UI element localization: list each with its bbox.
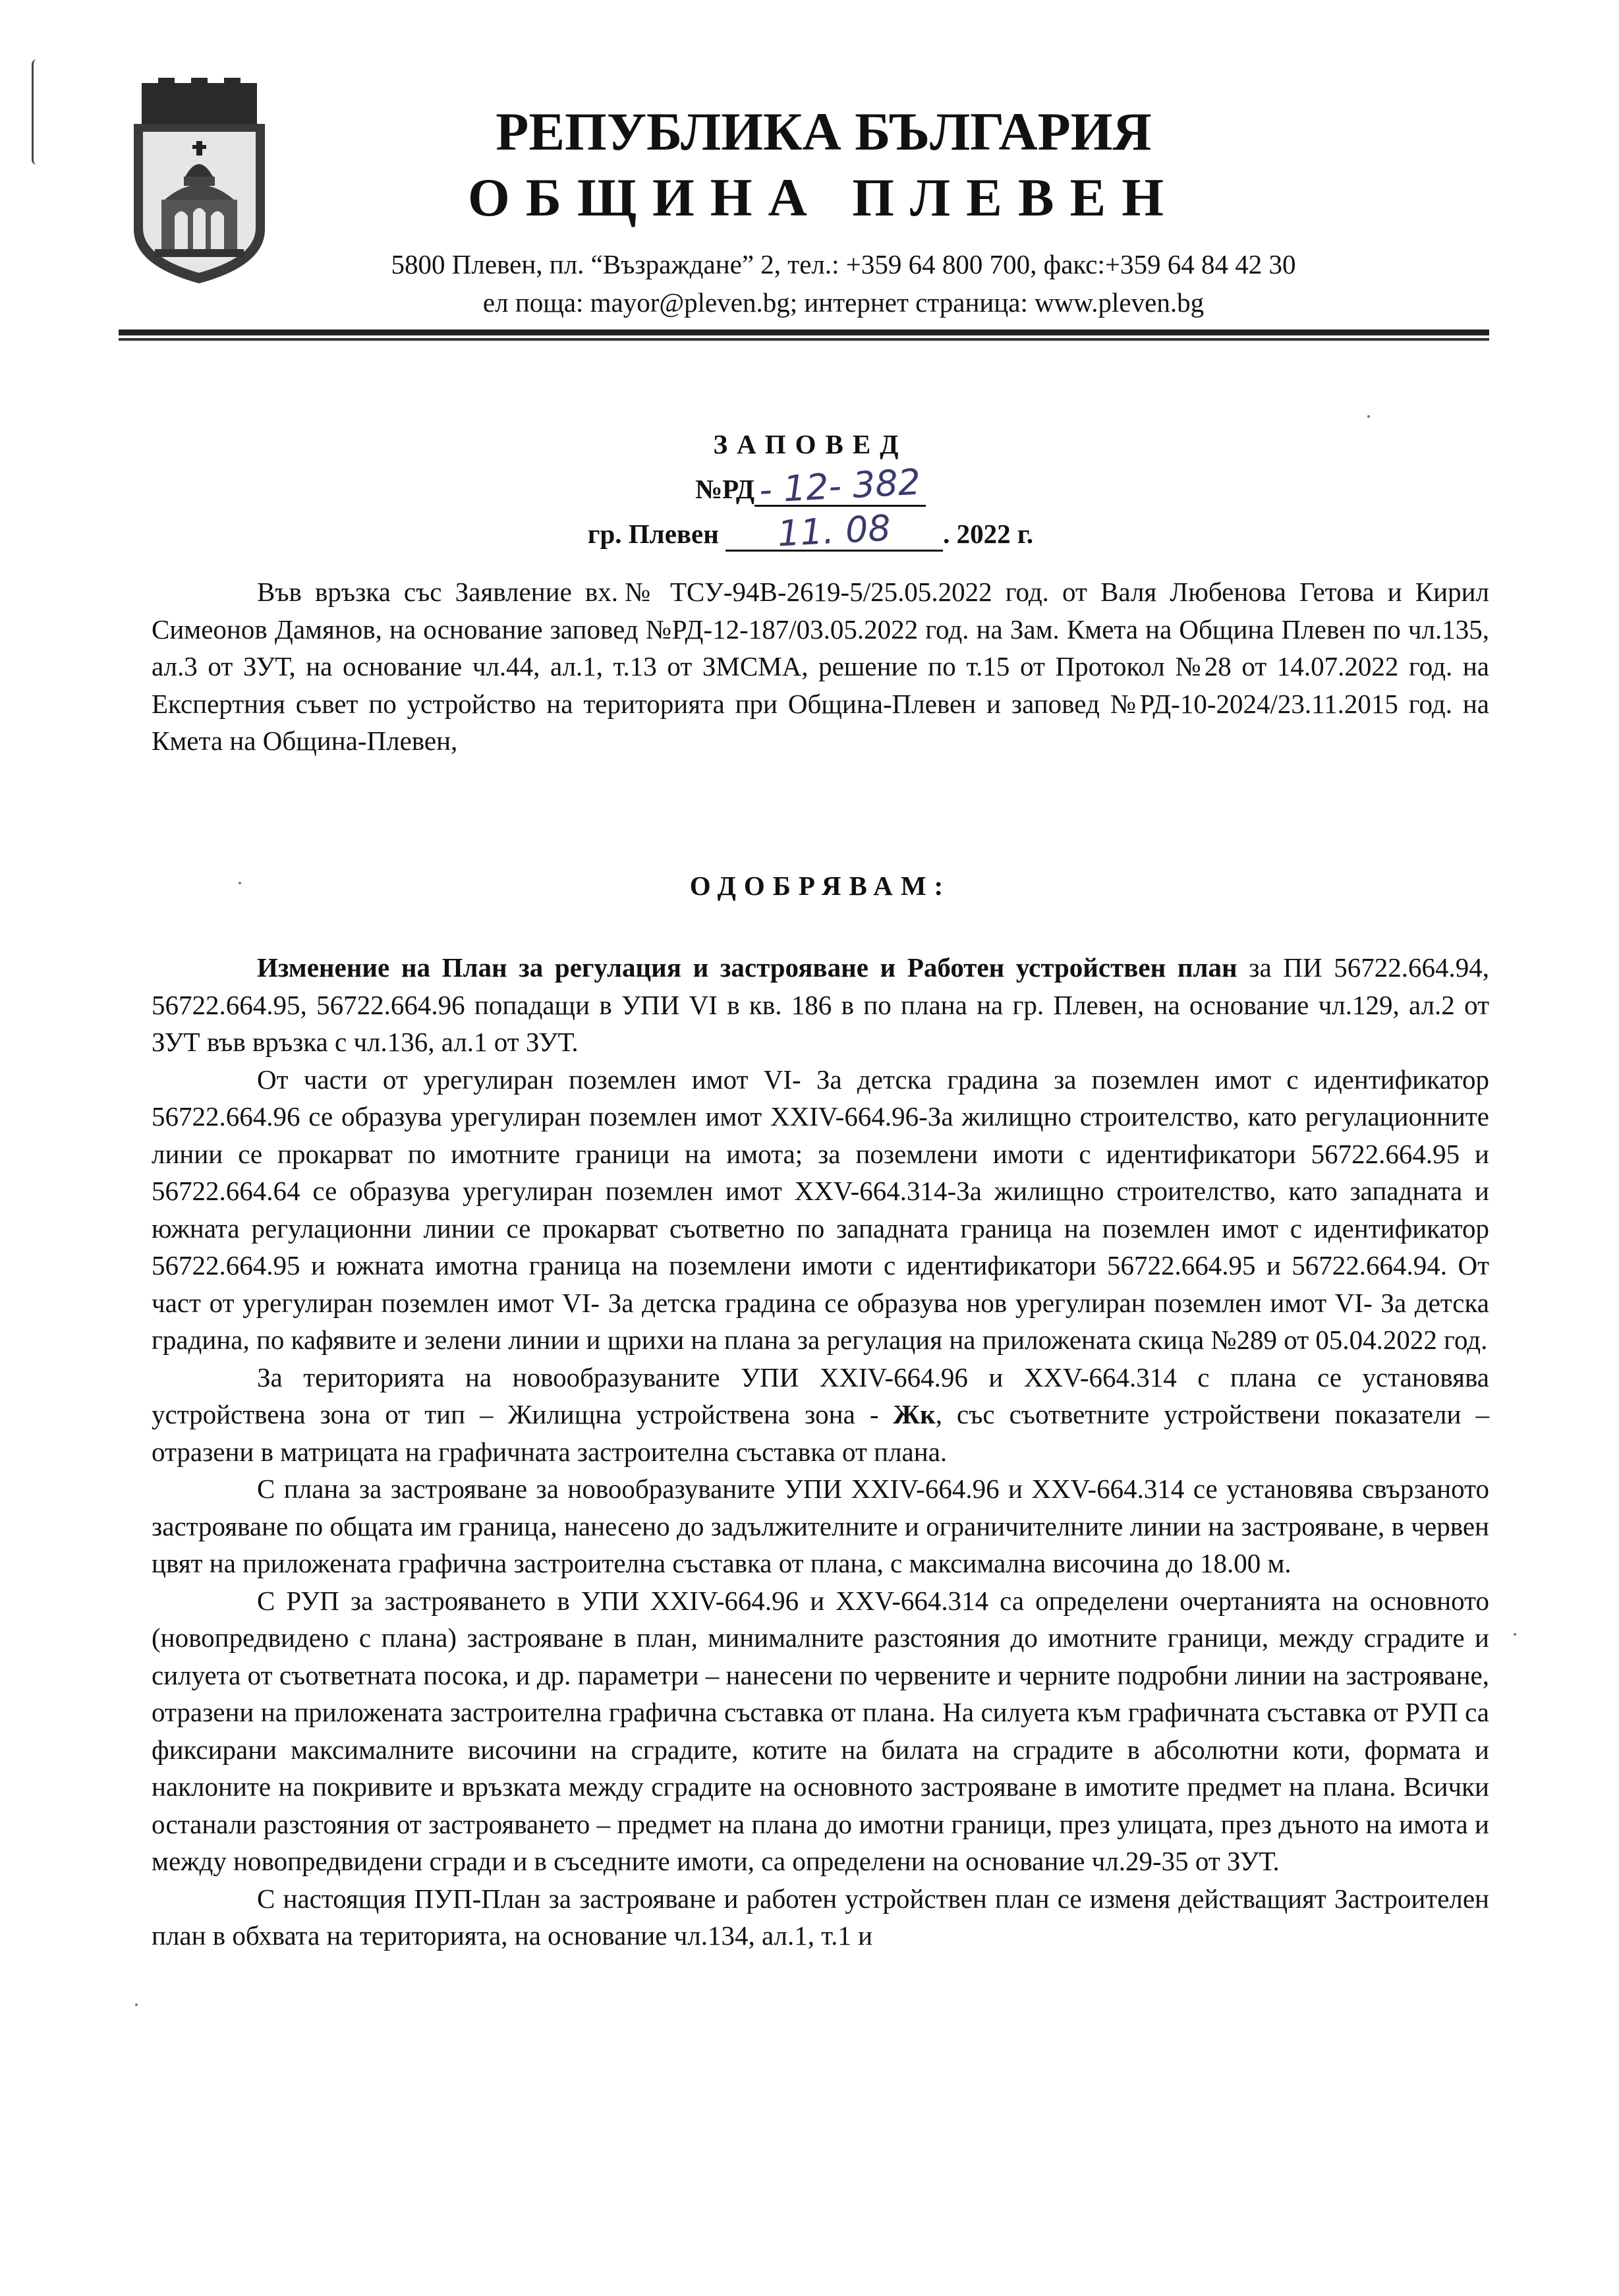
order-heading (527, 422, 1094, 556)
approve-heading: ОДОБРЯВАМ: (689, 871, 952, 901)
paragraph-1-bold: Изменение на План за регулация и застрояване и Работен устройствен план (257, 952, 1237, 983)
contact-address: 5800 Плевен, пл. “Възраждане” 2, тел.: +359 64 800 700, факс:+359 64 84 42 30 (391, 249, 1296, 279)
order-date-line (527, 507, 1094, 556)
paragraph-1-text: за ПИ 56722.664.94, 56722.664.95, 56722.664.96 попадащи в УПИ VI в кв. 186 в по плана на гр. Плевен, на основание чл.129, ал.2 от ЗУТ във връзка с чл.136, ал.1 от ЗУТ. (152, 952, 1489, 1057)
pleven-coat-of-arms-icon (128, 78, 270, 285)
scan-speck (135, 2003, 138, 2006)
contact-block (283, 245, 1404, 322)
municipality-title (461, 99, 1186, 231)
order-number-line (527, 461, 1094, 511)
binder-hole-mark (32, 59, 42, 165)
paragraph-2: От части от урегулиран поземлен имот VI- За детска градина за поземлен имот с идентификатор 56722.664.96 се образува урегулиран поземлен имот XXIV-664.96-За жилищно строителство, като регулационните линии се прокарват по имотните граници на имота; за поземлени имоти с идентификатори 56722.664.95 и 56722.664.64 се образува урегулиран поземлен имот XXV-664.314-За жилищно строителство, като западната и южната регулационни линии се прокарват съответно по западната граница на поземлен имот с идентификатор 56722.664.95 и южната имотна граница на поземлени имоти с идентификатори 56722.664.95 и 56722.664.94. От част от урегулиран поземлен имот VI- За детска градина се образува нов урегулиран поземлен имот VI- За детска градина, по кафявите и зелени линии и щрихи на плана за регулация на приложената скица №289 от 05.04.2022 год. (152, 1064, 1489, 1355)
header-divider-thin (119, 338, 1489, 341)
scan-speck (1367, 415, 1370, 418)
paragraph-3-text-b: , със съответните устройствени показатели – отразени в матрицата на графичната застроителна съставка от плана. (152, 1399, 1489, 1467)
contact-email-web: ел поща: mayor@pleven.bg; интернет страница: www.pleven.bg (482, 287, 1205, 318)
order-number-handwritten: - 12- 382 (758, 461, 923, 511)
order-place: гр. Плевен (587, 519, 719, 549)
scan-speck (1514, 1633, 1516, 1636)
title-republic: РЕПУБЛИКА БЪЛГАРИЯ (496, 101, 1152, 161)
intro-section (152, 573, 1489, 760)
paragraph-4: С плана за застрояване за новообразуваните УПИ XXIV-664.96 и XXV-664.314 се установява свързаното застрояване по общата им граница, нанесено до задължителните и ограничителните линии на застрояване, в червен цвят на приложената графична застроителна съставка от плана, с максимална височина до 18.00 м. (152, 1474, 1489, 1578)
paragraph-6: С настоящия ПУП-План за застрояване и работен устройствен план се изменя действащият Застроителен план в обхвата на територията, на основание чл.134, ал.1, т.1 и (152, 1883, 1489, 1951)
intro-paragraph: Във връзка със Заявление вх.№ ТСУ-94В-2619-5/25.05.2022 год. от Валя Любенова Гетова и Кирил Симеонов Дамянов, на основание заповед №РД-12-187/03.05.2022 год. на Зам. Кмета на Община Плевен по чл.135, ал.3 от ЗУТ, на основание чл.44, ал.1, т.13 от ЗМСМА, решение по т.15 от Протокол №28 от 14.07.2022 год. на Експертния съвет по устройство на територията при Община-Плевен и заповед №РД-10-2024/23.11.2015 год. на Кмета на Община-Плевен, (152, 577, 1489, 756)
title-municipality: ОБЩИНА ПЛЕВЕН (467, 167, 1180, 227)
scan-speck (239, 882, 241, 884)
paragraph-1 (152, 949, 1489, 1061)
header-divider-thick (119, 330, 1489, 335)
order-date-handwritten: 11. 08 (776, 507, 892, 555)
paragraph-3-text-a: За територията на новообразуваните УПИ XXIV-664.96 и XXV-664.314 с плана се установява устройствена зона от тип – Жилищна устройствена зона - (152, 1362, 1489, 1429)
paragraph-3 (152, 1359, 1489, 1471)
order-year: . 2022 г. (943, 519, 1034, 549)
order-number-prefix: №РД (695, 474, 755, 504)
decision-body (152, 949, 1489, 1955)
order-title: ЗАПОВЕД (713, 429, 908, 459)
paragraph-3-zone: Жк (893, 1399, 936, 1429)
paragraph-5: С РУП за застрояването в УПИ XXIV-664.96 и XXV-664.314 са определени очертанията на основното (новопредвидено с плана) застрояване в план, минималните разстояния до имотните граници, между сградите и силуета от съответната посока, и др. параметри – нанесени по червените и черните подробни линии на застрояване, отразени на приложената застроителна графична съставка от плана. На силуета към графичната съставка от РУП са фиксирани максималните височини на сградите, котите на билата на сградите в абсолютни коти, формата и наклоните на покривите и връзката между сградите на основното застрояване в имотите предмет на плана. Всички останали разстояния от застрояването – предмет на плана до имотни граници, през улицата, през дъното на имота и между новопредвидени сгради и в съседните имоти, са определени на основание чл.29-35 от ЗУТ. (152, 1585, 1489, 1876)
